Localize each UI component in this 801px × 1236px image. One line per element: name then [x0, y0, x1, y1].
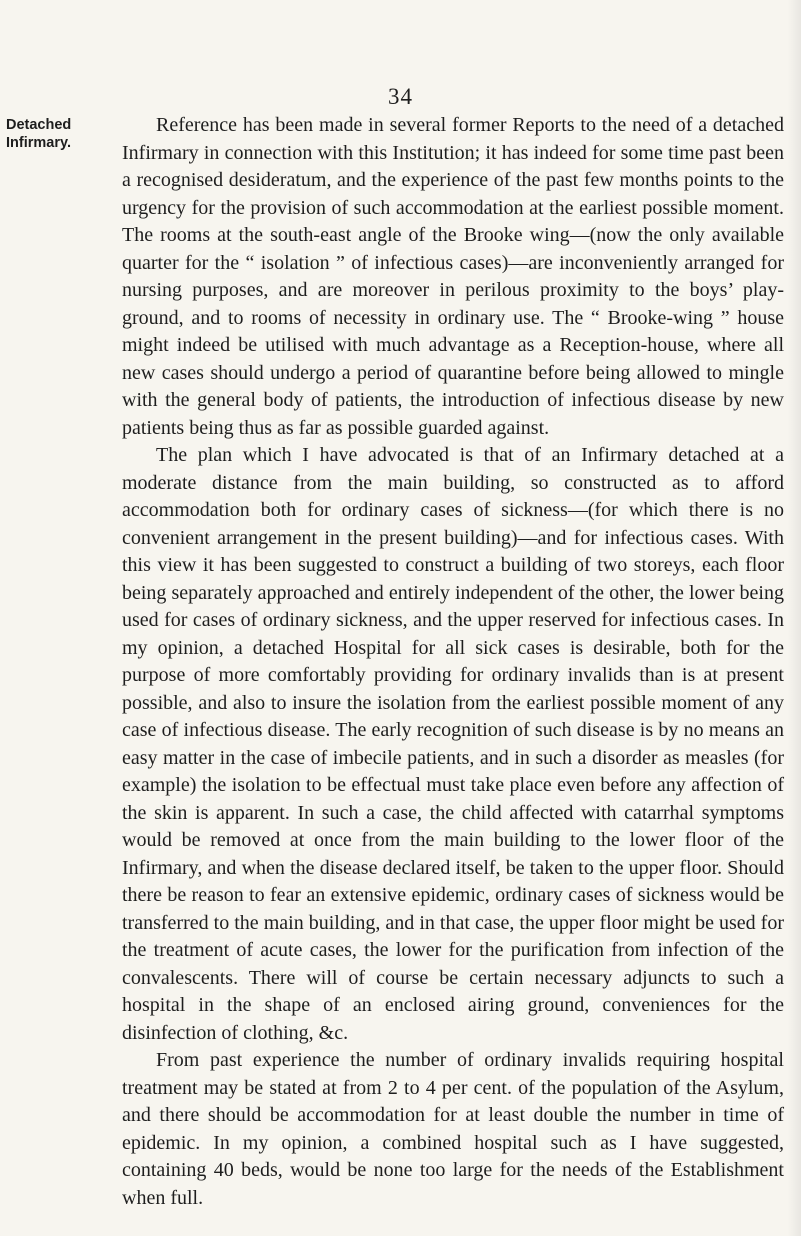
page-edge-shadow [787, 0, 801, 1236]
page-number: 34 [388, 84, 413, 109]
margin-note [6, 116, 92, 152]
paragraph: Reference has been made in several former Reports to the need of a detached Infirmary in connection with this Institution; it has indeed for some time past been a recognised desideratum, and the experience of the past few months points to the urgency for the provision of such accommodation at the earliest possible moment. The rooms at the south-east angle of the Brooke wing—(now the only available quarter for the “ isolation ” of infectious cases)—are inconveniently arranged for nursing purposes, and are moreover in perilous proximity to the boys’ play-ground, and to rooms of necessity in ordinary use. The “ Brooke-wing ” house might indeed be utilised with much advantage as a Reception-house, where all new cases should undergo a period of quarantine before being allowed to mingle with the general body of patients, the introduction of infectious disease by new patients being thus as far as possible guarded against. [122, 114, 784, 439]
margin-note-line-1: Detached [6, 117, 72, 133]
body-text [122, 112, 784, 1212]
paragraph: The plan which I have advocated is that of an Infirmary detached at a moderate distance from the main building, so constructed as to afford accommodation both for ordinary cases of sickness—(for which there is no convenient arrangement in the present building)—and for infectious cases. With this view it has been suggested to construct a building of two storeys, each floor being separately approached and entirely independent of the other, the lower being used for cases of ordinary sickness, and the upper reserved for infectious cases. In my opinion, a detached Hospital for all sick cases is desirable, both for the purpose of more comfortably providing for ordinary invalids than is at present possible, and also to insure the isolation from the earliest possible moment of any case of infectious disease. The early recognition of such disease is by no means an easy matter in the case of imbecile patients, and in such a disorder as measles (for example) the isolation to be effectual must take place even before any affection of the skin is apparent. In such a case, the child affected with catarrhal symptoms would be removed at once from the main building to the lower floor of the Infirmary, and when the disease declared itself, be taken to the upper floor. Should there be reason to fear an extensive epidemic, ordinary cases of sickness would be transferred to the main building, and in that case, the upper floor might be used for the treatment of acute cases, the lower for the purification from infection of the convalescents. There will of course be certain necessary adjuncts to such a hospital in the shape of an enclosed airing ground, conveniences for the disinfection of clothing, &c. [122, 444, 784, 1044]
margin-note-line-2: Infirmary. [6, 135, 72, 151]
paragraph: From past experience the number of ordinary invalids requiring hospital treatment may be stated at from 2 to 4 per cent. of the population of the Asylum, and there should be accommodation for at least double the number in time of epidemic. In my opinion, a combined hospital such as I have suggested, containing 40 beds, would be none too large for the needs of the Establishment when full. [122, 1049, 784, 1209]
